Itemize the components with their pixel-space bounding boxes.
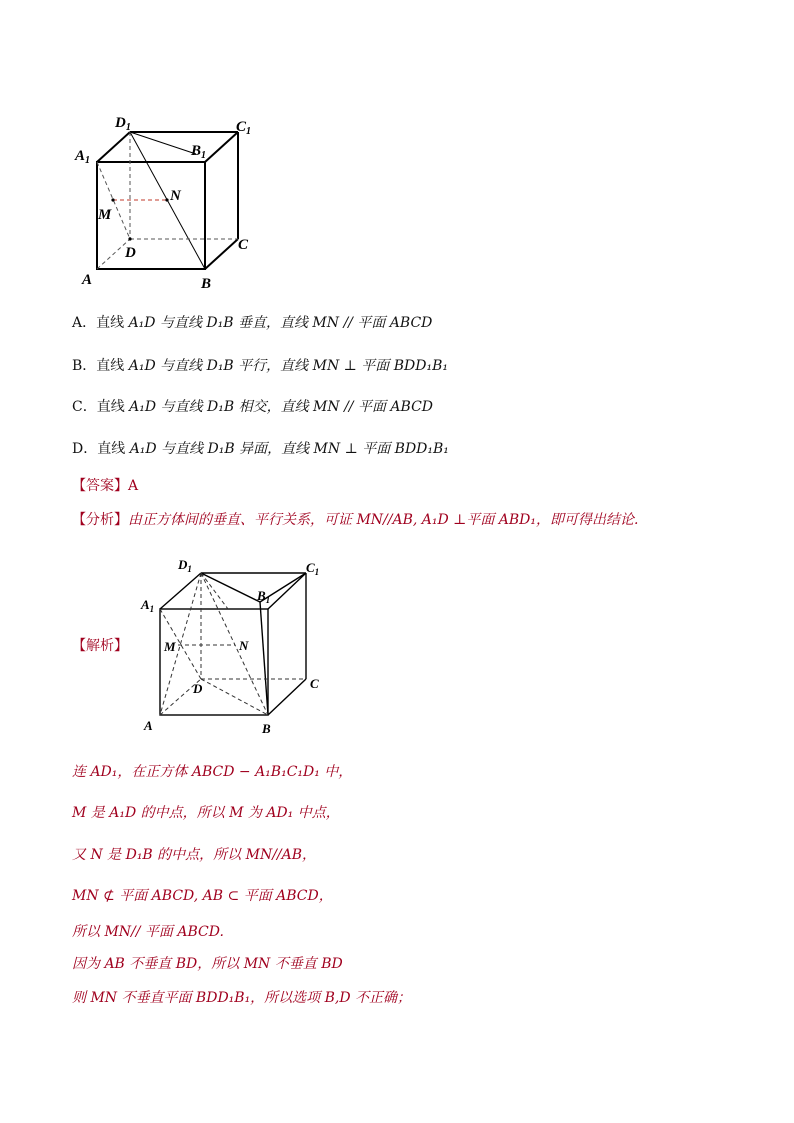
option-c-text: A₁D 与直线 D₁B 相交，直线 MN // 平面 ABCD [129,399,434,415]
option-c [72,397,433,417]
svg-text:C: C [310,676,319,691]
label-C1: $C_1$ [236,119,252,137]
solution-line-2: M 是 A₁D 的中点，所以 M 为 AD₁ 中点， [72,805,340,821]
analysis-text: 由正方体间的垂直、平行关系，可证 MN//AB, A₁D ⊥平面 ABD₁，即可得出结论. [128,512,639,528]
svg-text:A1: $A_1$ [141,597,155,614]
option-b-text: A₁D 与直线 D₁B 平行，直线 MN ⊥ 平面 BDD₁B₁ [128,358,448,374]
option-a-prefix: A．直线 [72,315,129,331]
label-D: D [125,245,136,261]
label-B: B [201,276,212,292]
solution-line-6: 因为 AB 不垂直 BD，所以 MN 不垂直 BD [72,956,343,972]
svg-text:D: D [193,681,203,696]
label-A: A [82,272,93,288]
cube-figure-2 [138,552,338,742]
option-c-prefix: C．直线 [72,399,130,415]
label-C: C [238,237,249,253]
svg-text:D1: $D_1$ [178,557,192,574]
answer-value: A [128,478,139,494]
svg-text:N: N [239,638,249,653]
solution-line-1: 连 AD₁，在正方体 ABCD − A₁B₁C₁D₁ 中， [72,764,353,780]
option-d-text: A₁D 与直线 D₁B 异面，直线 MN ⊥ 平面 BDD₁B₁ [129,441,449,457]
solution-line-5: 所以 MN// 平面 ABCD. [72,924,224,940]
solution-line-3: 又 N 是 D₁B 的中点，所以 MN//AB， [72,847,317,863]
svg-text:B: B [262,721,271,736]
label-D1: $D_1$ [115,115,131,133]
answer-tag: 【答案】 [72,478,128,494]
label-B1: $B_1$ [191,143,207,161]
option-b-prefix: B．直线 [72,358,129,374]
option-d-prefix: D．直线 [72,441,130,457]
option-a [72,313,432,333]
cube-figure-1 [70,108,270,293]
svg-text:C1: $C_1$ [306,560,320,577]
label-M: M [98,207,112,223]
solution-line-4: MN ⊄ 平面 ABCD, AB ⊂ 平面 ABCD， [72,888,333,904]
option-b [72,356,448,376]
solution-tag: 【解析】 [72,638,128,654]
analysis-tag: 【分析】 [72,512,128,528]
option-a-text: A₁D 与直线 D₁B 垂直，直线 MN // 平面 ABCD [128,315,433,331]
svg-text:A: A [144,718,153,733]
solution-line-7: 则 MN 不垂直平面 BDD₁B₁，所以选项 B,D 不正确； [72,990,412,1006]
svg-text:M: M [164,639,176,654]
label-A1: $A_1$ [75,148,91,166]
analysis-line [72,510,638,530]
label-N: N [170,188,181,204]
answer-line [72,476,138,496]
svg-text:B1: $B_1$ [257,588,271,605]
option-d [72,439,449,459]
